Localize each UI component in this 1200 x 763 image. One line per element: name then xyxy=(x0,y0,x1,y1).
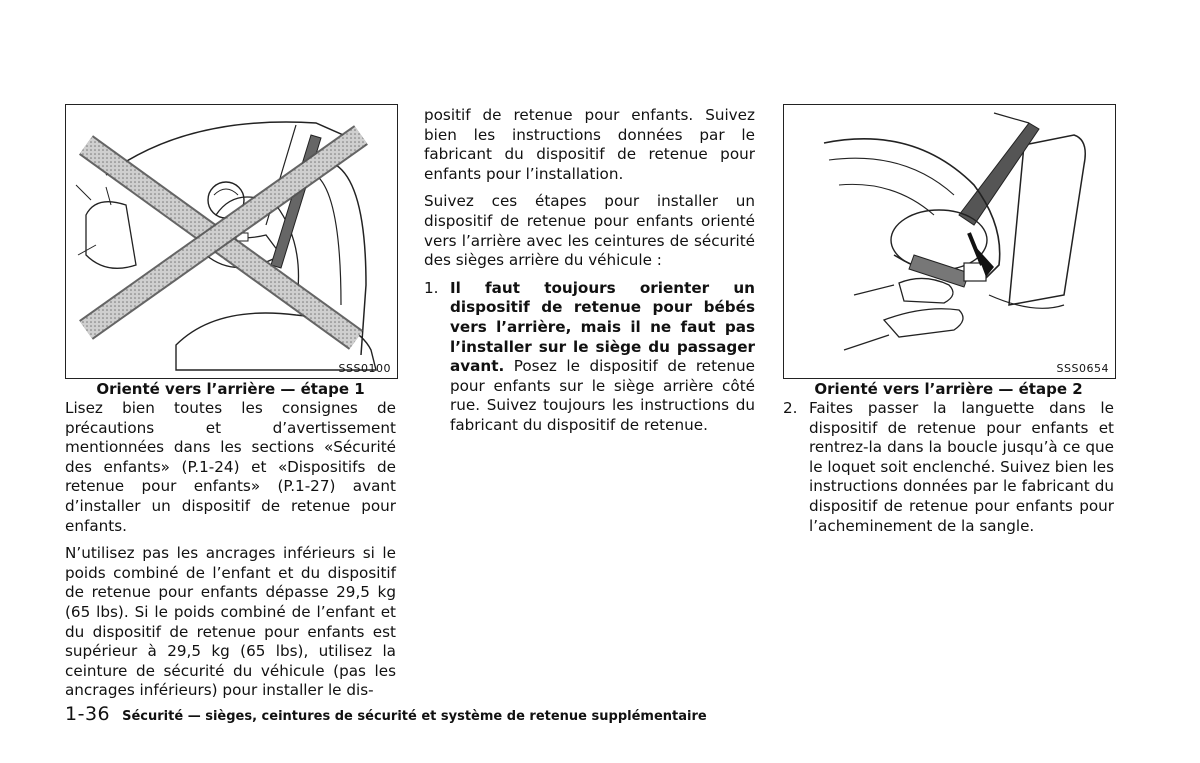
paragraph: N’utilisez pas les ancrages inférieurs si le poids combiné de l’enfant et du dispositif de retenue pour enfants dépasse 29,5 kg (65 lbs). Si le poids combiné de l’enfant et du dispositif de retenue pour enfants est supérieur à 29,5 kg (65 lbs), utilisez la ceinture de sécurité du véhicule (pas les ancrages inférieurs) pour installer le dis- xyxy=(65,544,396,700)
paragraph: positif de retenue pour enfants. Suivez bien les instructions données par le fabricant du dispositif de retenue pour enfants pour l’installation. xyxy=(424,106,755,183)
figure-2-caption: Orienté vers l’arrière — étape 2 xyxy=(814,380,1083,398)
figure-2-illustration xyxy=(783,104,1116,379)
step-number: 1. xyxy=(424,278,439,297)
step-warning: Il faut toujours orienter un dispositif de retenue pour bébés vers l’arrière, mais il ne faut pas l’installer sur le siège du passager avant. xyxy=(450,278,755,376)
figure-1-illustration xyxy=(65,104,398,379)
step-1 xyxy=(424,279,755,436)
figure-1-caption: Orienté vers l’arrière — étape 1 xyxy=(96,380,365,398)
buckling-child-seat-tongue-illustration xyxy=(784,105,1115,378)
middle-column xyxy=(424,106,755,436)
step-text: Posez le dispositif de retenue pour enfants sur le siège arrière côté rue. Suivez toujours les instructions du fabricant du dispositif de retenue. xyxy=(450,357,755,434)
figure-code: SSS0654 xyxy=(1056,362,1109,375)
figure-code: SSS0100 xyxy=(338,362,391,375)
page-number: 1-36 xyxy=(65,703,111,725)
page-footer xyxy=(65,703,707,725)
paragraph: Suivez ces étapes pour installer un dispositif de retenue pour enfants orienté vers l’arrière avec les ceintures de sécurité des sièges arrière du véhicule : xyxy=(424,192,755,270)
step-number: 2. xyxy=(783,399,798,417)
right-column xyxy=(783,399,1114,536)
step-text: Faites passer la languette dans le dispositif de retenue pour enfants et rentrez-la dans la boucle jusqu’à ce que le loquet soit enclenché. Suivez bien les instructions données par le fabricant du dispositif de retenue pour enfants pour l’acheminement de la sangle. xyxy=(809,399,1114,535)
section-title: Sécurité — sièges, ceintures de sécurité et système de retenue supplémentaire xyxy=(122,709,707,724)
paragraph: Lisez bien toutes les consignes de précautions et d’avertissement mentionnées dans les sections «Sécurité des enfants» (P.1-24) et «Dispositifs de retenue pour enfants» (P.1-27) avant d’installer un dispositif de retenue pour enfants. xyxy=(65,399,396,535)
rear-facing-child-seat-front-passenger-illustration xyxy=(66,105,397,378)
step-body xyxy=(450,279,755,436)
step-2 xyxy=(783,399,1114,536)
left-column xyxy=(65,399,396,709)
